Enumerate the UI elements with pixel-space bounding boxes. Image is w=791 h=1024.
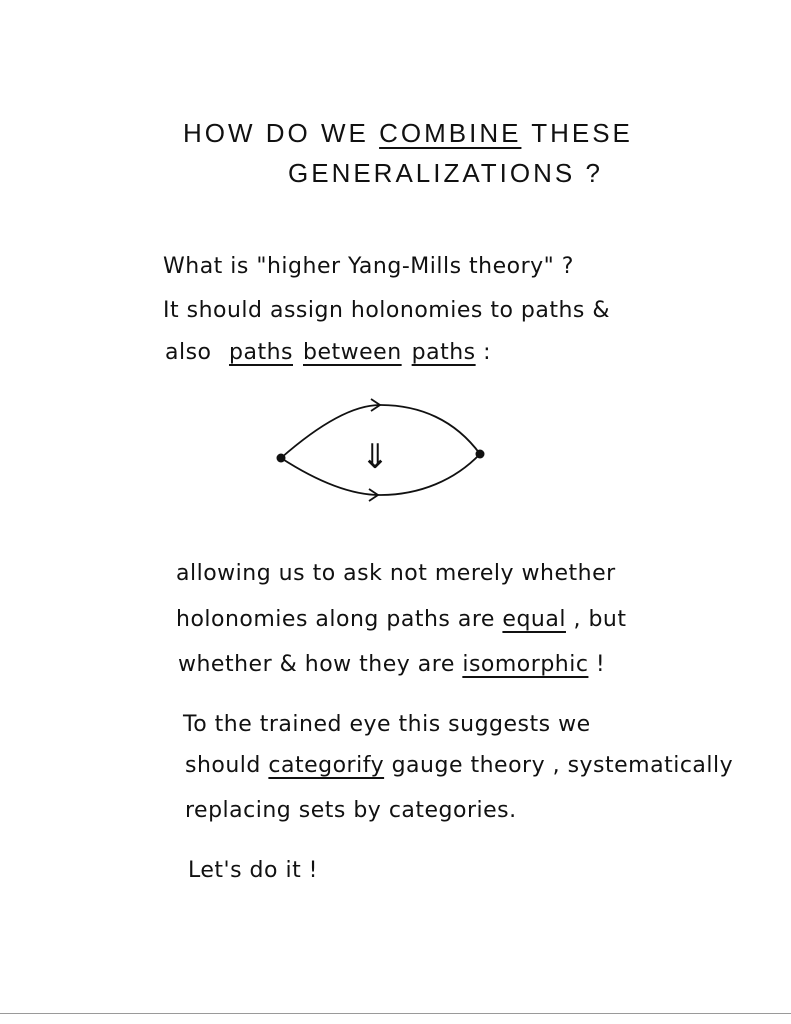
para3-line-2 <box>185 753 733 778</box>
para2-line-3-b: ! <box>588 652 606 677</box>
para3-line-3 <box>185 798 517 823</box>
para3-line-2-b: gauge theory , systematically <box>384 753 734 778</box>
intro-line-3-a: also <box>165 340 220 365</box>
para2-line-1-text: allowing us to ask not merely whether <box>176 561 616 586</box>
title-line-2-text: GENERALIZATIONS ? <box>288 158 603 188</box>
para2-line-1 <box>176 561 616 586</box>
page-title-line-1 <box>183 118 633 149</box>
intro-line-1-text: What is "higher Yang-Mills theory" ? <box>163 254 574 279</box>
para3-line-4 <box>188 858 318 883</box>
left-point <box>277 454 286 463</box>
isomorphic-underlined: isomorphic <box>462 652 589 677</box>
para2-line-2-a: holonomies along paths are <box>176 607 503 632</box>
intro-line-1 <box>163 254 574 279</box>
para2-line-2-b: , but <box>565 607 627 632</box>
para3-line-4-text: Let's do it ! <box>188 858 319 883</box>
double-arrow-down-icon: ⇓ <box>360 437 390 477</box>
para2-line-2 <box>176 607 626 632</box>
para3-line-3-text: replacing sets by categories. <box>185 798 517 823</box>
para3-line-2-a: should <box>185 753 269 778</box>
intro-line-3-b: : <box>475 340 492 365</box>
page-bottom-edge <box>0 1013 791 1014</box>
paths-underlined-1: paths <box>229 340 293 365</box>
equal-underlined: equal <box>502 607 566 632</box>
paths-underlined-2: paths <box>411 340 476 365</box>
para3-line-1 <box>183 712 591 737</box>
categorify-underlined: categorify <box>268 753 385 778</box>
right-point <box>476 450 485 459</box>
between-underlined: between <box>303 340 402 365</box>
title-combine-underlined: COMBINE <box>379 118 522 148</box>
para3-line-1-text: To the trained eye this suggests we <box>183 712 591 737</box>
para2-line-3-a: whether & how they are <box>178 652 463 677</box>
intro-line-2 <box>163 298 610 323</box>
title-part-2: THESE <box>521 118 633 148</box>
para2-line-3 <box>178 652 605 677</box>
paths-between-paths-diagram <box>270 395 500 515</box>
intro-line-2-text: It should assign holonomies to paths & <box>163 298 611 323</box>
title-part-1: HOW DO WE <box>183 118 380 148</box>
intro-line-3 <box>165 340 491 365</box>
page-title-line-2 <box>288 158 603 189</box>
